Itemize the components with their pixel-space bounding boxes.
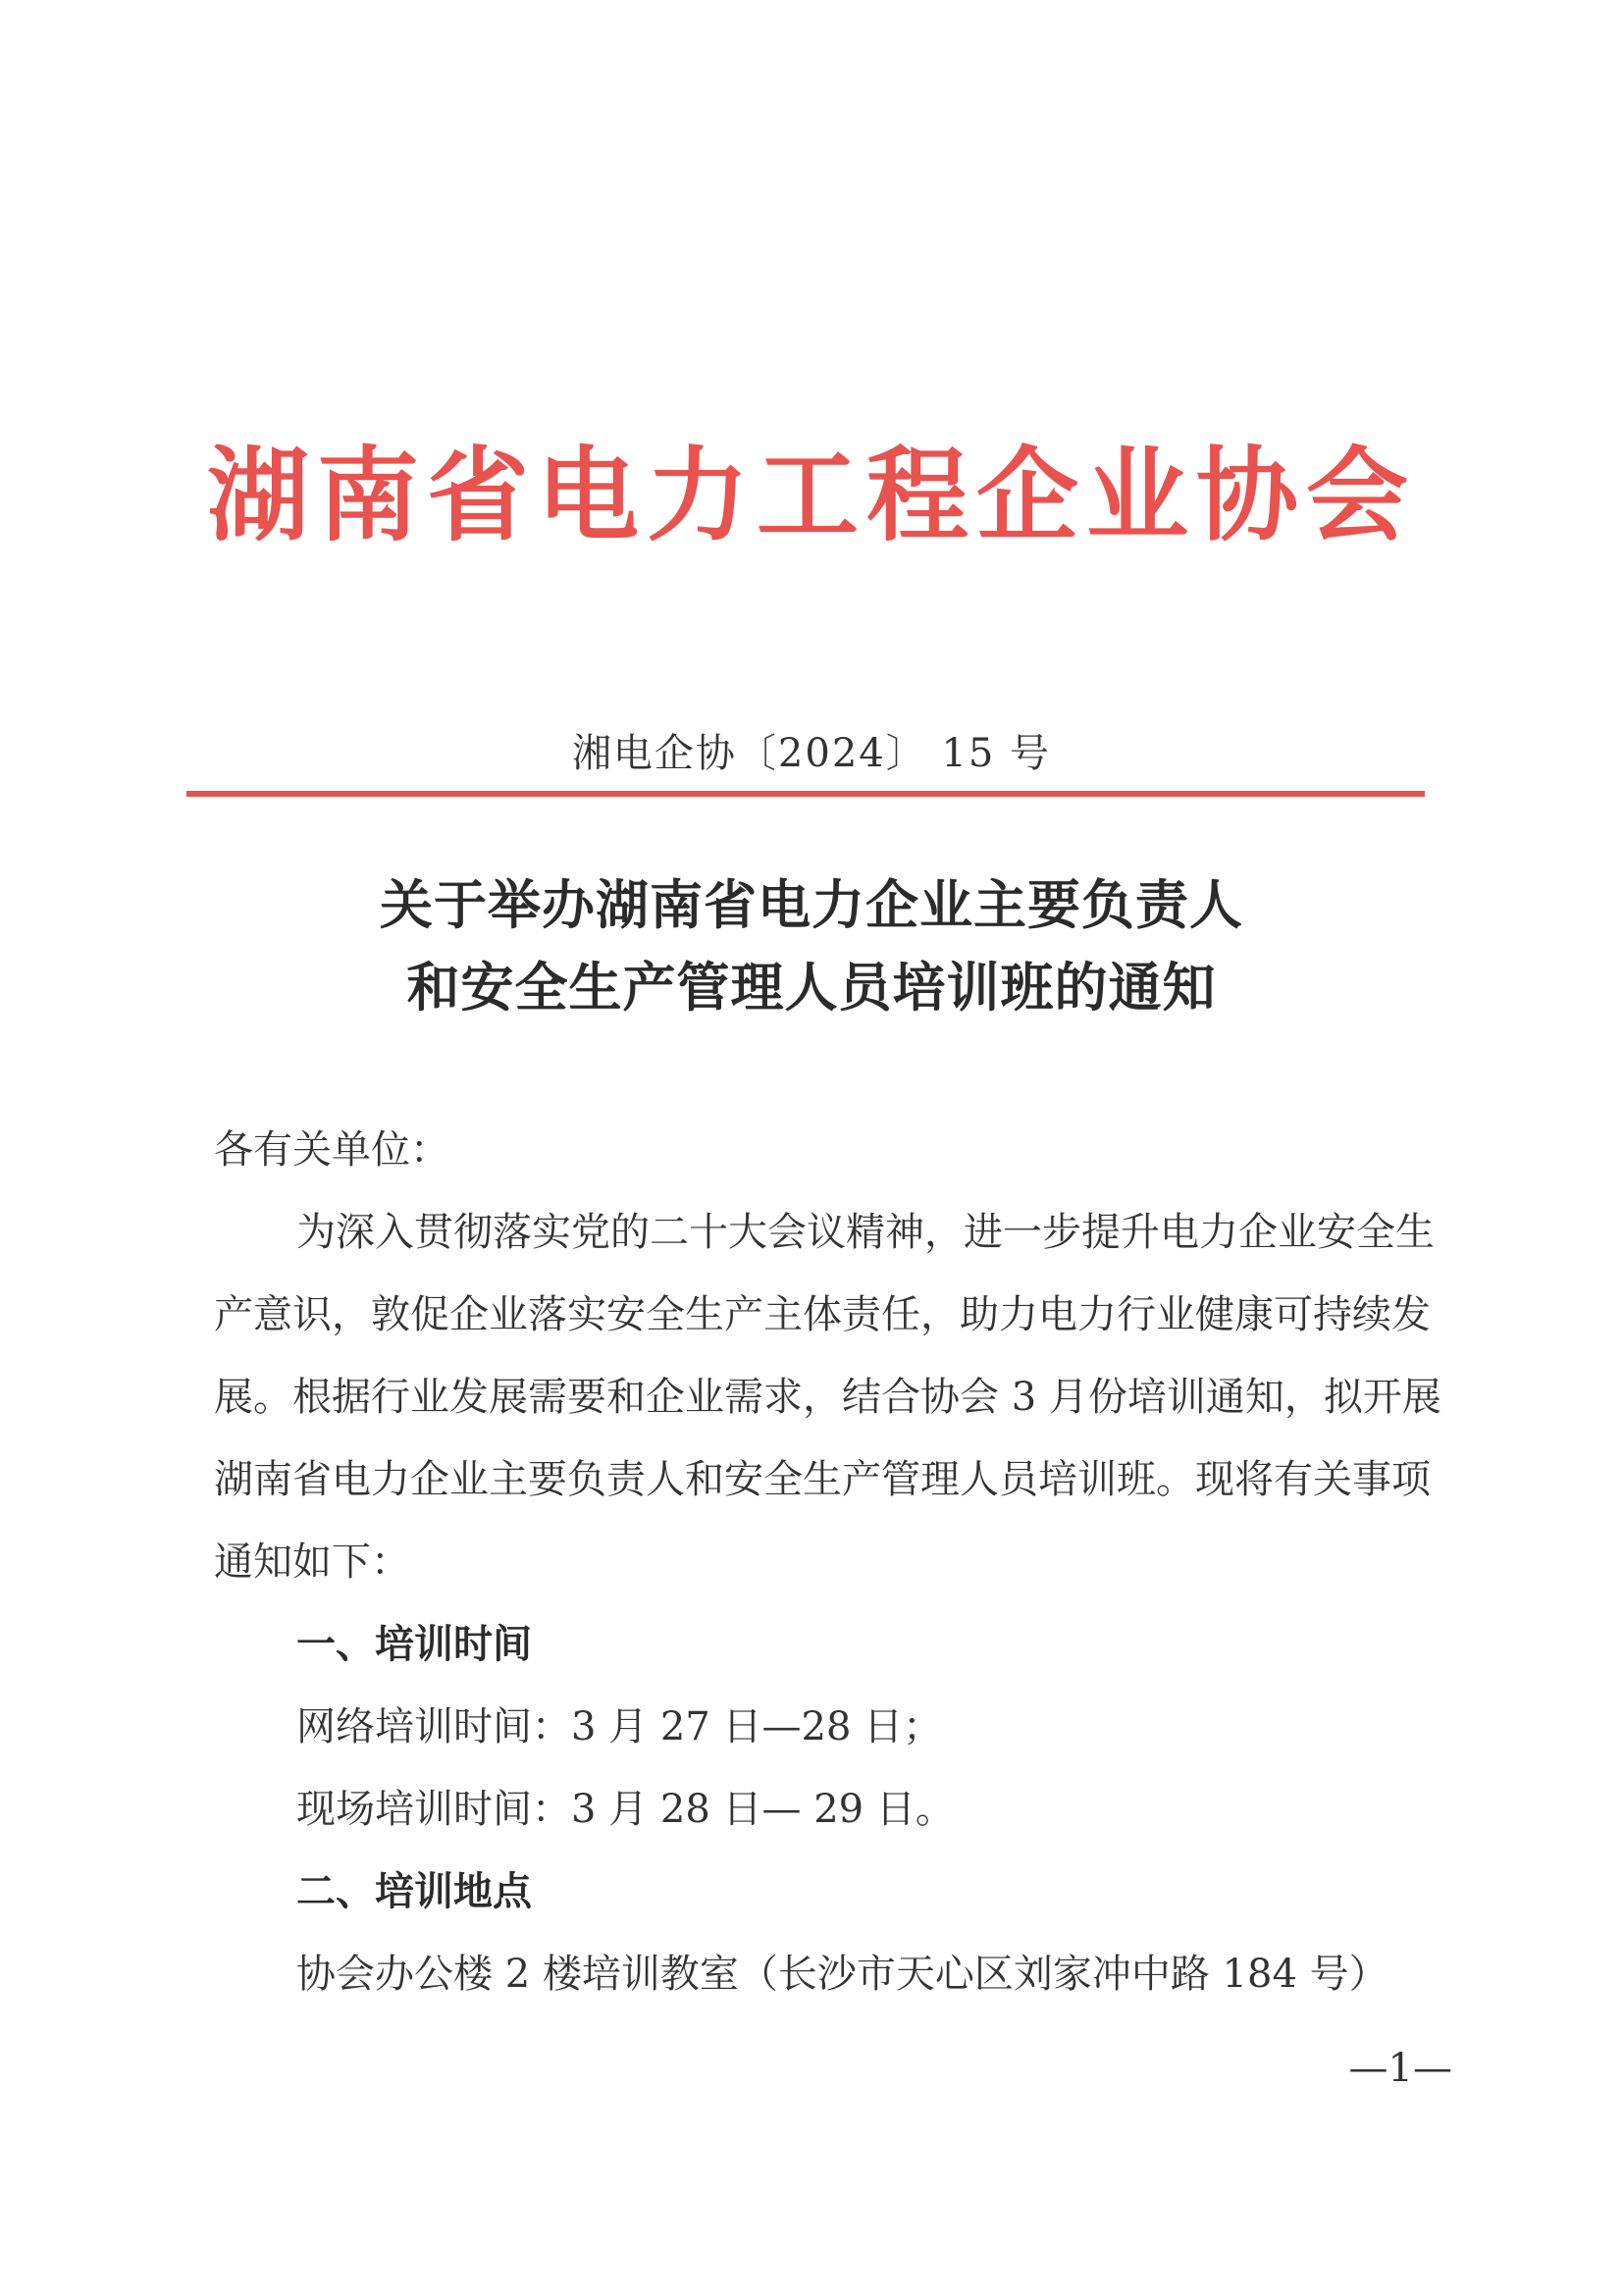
online-training-time: 网络培训时间：3 月 27 日—28 日； <box>296 1704 943 1749</box>
red-divider-line <box>186 791 1425 797</box>
document-body <box>214 1109 1458 2015</box>
section-heading-training-location: 二、培训地点 <box>296 1869 532 1914</box>
issuing-organization-header: 湖南省电力工程企业协会 <box>206 435 1416 555</box>
title-line-2: 和安全生产管理人员培训班的通知 <box>406 956 1217 1018</box>
document-number: 湘电企协〔2024〕 15 号 <box>571 731 1052 776</box>
title-line-1: 关于举办湖南省电力企业主要负责人 <box>380 873 1243 936</box>
onsite-training-time: 现场培训时间：3 月 28 日— 29 日。 <box>296 1787 955 1832</box>
training-location: 协会办公楼 2 楼培训教室（长沙市天心区刘家冲中路 184 号） <box>296 1952 1388 1997</box>
intro-paragraph: 为深入贯彻落实党的二十大会议精神，进一步提升电力企业安全生产意识，敦促企业落实安全生产主体责任，助力电力行业健康可持续发展。根据行业发展需要和企业需求，结合协会 3 月份培训通知，拟开展湖南省电力企业主要负责人和安全生产管理人员培训班。现将有关事项通知如下： <box>214 1210 1441 1585</box>
section-heading-training-time: 一、培训时间 <box>296 1622 532 1667</box>
salutation: 各有关单位： <box>214 1127 449 1173</box>
page-number: —1— <box>1348 2046 1452 2091</box>
document-title <box>0 863 1623 1028</box>
